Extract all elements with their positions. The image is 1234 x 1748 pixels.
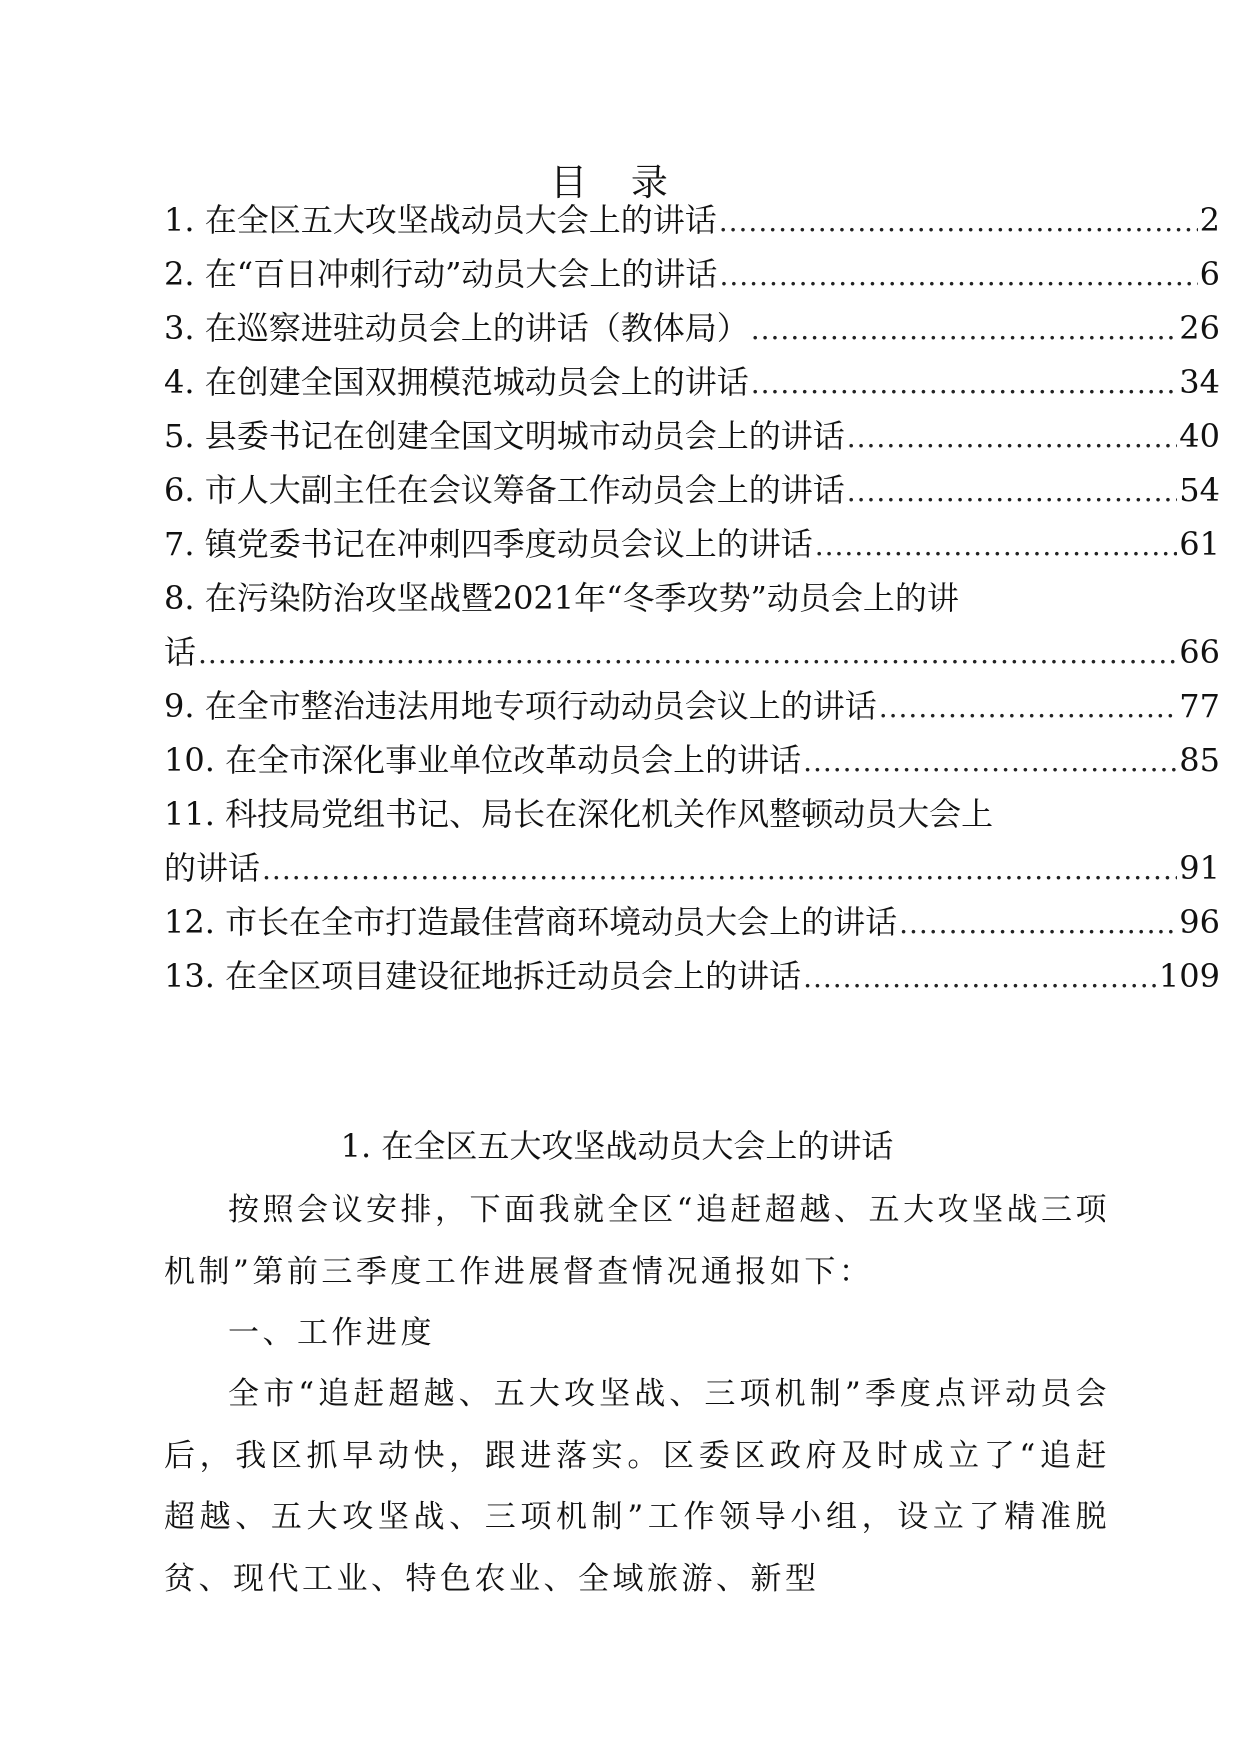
toc-entry[interactable] xyxy=(164,354,1220,410)
toc-entry[interactable] xyxy=(164,732,1220,788)
toc-entry[interactable] xyxy=(164,408,1220,464)
toc-leader-dots xyxy=(803,734,1177,790)
toc-entry-page: 34 xyxy=(1179,363,1220,401)
toc-leader-dots xyxy=(719,194,1198,250)
toc-entry-title: 4. 在创建全国双拥模范城动员会上的讲话 xyxy=(164,363,749,401)
toc-entry[interactable] xyxy=(164,246,1220,302)
toc-entry-page: 26 xyxy=(1179,309,1220,347)
section-subheading: 一、工作进度 xyxy=(228,1315,435,1351)
toc-leader-dots xyxy=(815,518,1178,574)
toc-leader-dots xyxy=(262,842,1177,898)
toc-entry-page: 54 xyxy=(1179,471,1220,509)
toc-entry-title: 2. 在“百日冲刺行动”动员大会上的讲话 xyxy=(164,255,718,293)
toc-entry-page: 91 xyxy=(1179,849,1220,887)
toc-entry-title: 3. 在巡察进驻动员会上的讲话（教体局） xyxy=(164,309,749,347)
toc-entry-title: 13. 在全区项目建设征地拆迁动员会上的讲话 xyxy=(164,957,802,995)
toc-entry-wrapped-line[interactable]: 8. 在污染防治攻坚战暨2021年“冬季攻势”动员会上的讲 xyxy=(164,579,959,617)
toc-leader-dots xyxy=(719,248,1197,304)
toc-entry-page: 6 xyxy=(1199,255,1220,293)
body-paragraph: 按照会议安排，下面我就全区“追赶超越、五大攻坚战三项机制”第前三季度工作进展督查情况通报如下： xyxy=(164,1192,1110,1290)
toc-entry[interactable] xyxy=(164,624,1220,680)
toc-entry-title: 话 xyxy=(164,633,197,671)
toc-leader-dots xyxy=(751,356,1178,412)
toc-leader-dots xyxy=(803,950,1157,1006)
toc-entry-title: 1. 在全区五大攻坚战动员大会上的讲话 xyxy=(164,201,717,239)
toc-entry-page: 2 xyxy=(1199,201,1220,239)
toc-entry-title: 10. 在全市深化事业单位改革动员会上的讲话 xyxy=(164,741,802,779)
toc-entry-page: 109 xyxy=(1158,957,1220,995)
toc-entry-page: 66 xyxy=(1179,633,1220,671)
toc-entry-title: 5. 县委书记在创建全国文明城市动员会上的讲话 xyxy=(164,417,845,455)
toc-entry-page: 96 xyxy=(1179,903,1220,941)
body-paragraph: 全市“追赶超越、五大攻坚战、三项机制”季度点评动员会后，我区抓早动快，跟进落实。区委区政府及时成立了“追赶超越、五大攻坚战、三项机制”工作领导小组，设立了精准脱贫、现代工业、特色农业、全域旅游、新型 xyxy=(164,1376,1110,1597)
toc-entry-page: 61 xyxy=(1179,525,1220,563)
toc-entry-title: 9. 在全市整治违法用地专项行动动员会议上的讲话 xyxy=(164,687,877,725)
toc-leader-dots xyxy=(899,896,1177,952)
toc-entry-page: 40 xyxy=(1179,417,1220,455)
toc-entry[interactable] xyxy=(164,192,1220,248)
toc-title: 目 录 xyxy=(550,161,684,204)
toc-entry-title: 7. 镇党委书记在冲刺四季度动员会议上的讲话 xyxy=(164,525,813,563)
toc-entry[interactable] xyxy=(164,840,1220,896)
section-heading: 1. 在全区五大攻坚战动员大会上的讲话 xyxy=(340,1127,894,1165)
toc-entry[interactable] xyxy=(164,462,1220,518)
toc-leader-dots xyxy=(751,302,1178,358)
toc-leader-dots xyxy=(198,626,1177,682)
toc-entry[interactable] xyxy=(164,300,1220,356)
toc-entry[interactable] xyxy=(164,678,1220,734)
toc-entry-title: 6. 市人大副主任在会议筹备工作动员会上的讲话 xyxy=(164,471,845,509)
toc-leader-dots xyxy=(847,464,1178,520)
toc-entry-title: 的讲话 xyxy=(164,849,261,887)
toc-entry[interactable] xyxy=(164,948,1220,1004)
toc-leader-dots xyxy=(879,680,1178,736)
toc-entry[interactable] xyxy=(164,516,1220,572)
toc-entry-title: 12. 市长在全市打造最佳营商环境动员大会上的讲话 xyxy=(164,903,898,941)
toc-entry[interactable] xyxy=(164,894,1220,950)
toc-entry-page: 85 xyxy=(1179,741,1220,779)
toc-leader-dots xyxy=(847,410,1178,466)
toc-entry-wrapped-line[interactable]: 11. 科技局党组书记、局长在深化机关作风整顿动员大会上 xyxy=(164,795,994,833)
toc-entry-page: 77 xyxy=(1179,687,1220,725)
